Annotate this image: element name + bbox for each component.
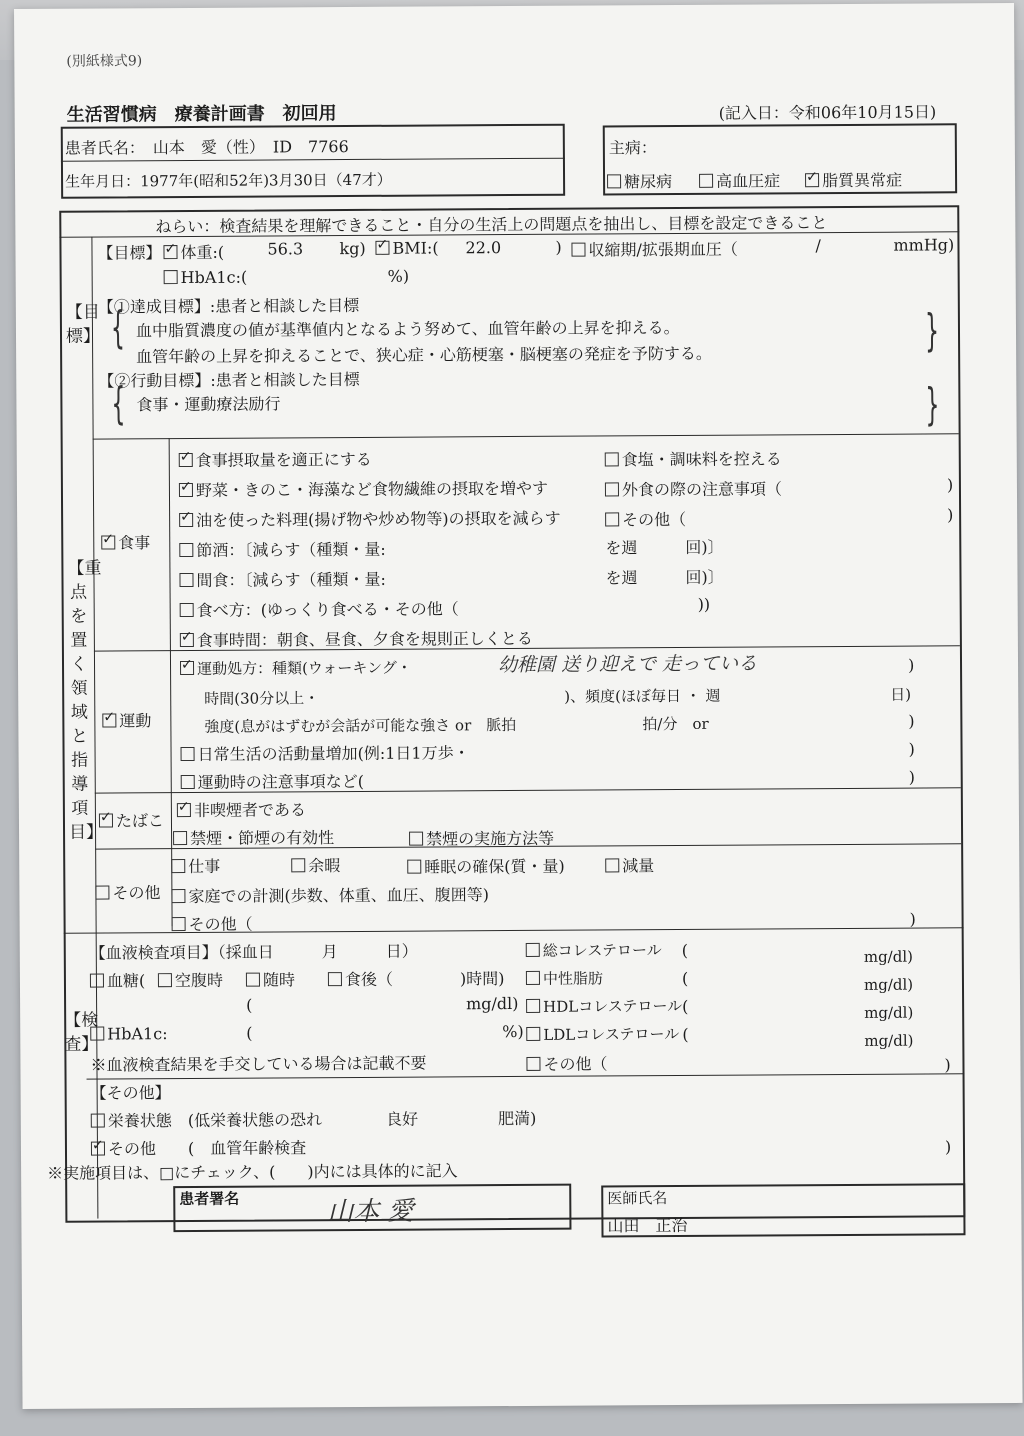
checkbox[interactable]	[328, 972, 342, 986]
snack-per-week: を週 回)〕	[605, 567, 724, 588]
diet-right-2[interactable]: 外食の際の注意事項（	[605, 476, 782, 500]
exercise-prescription[interactable]: ✓運動処方：種類(ウォーキング・	[180, 657, 412, 679]
form-code: (別紙様式9)	[66, 53, 143, 70]
bmi-close: )	[555, 237, 562, 257]
checkbox[interactable]	[526, 1057, 540, 1071]
checkbox[interactable]	[407, 860, 421, 874]
weight-field[interactable]: ✓ 体重:(	[163, 240, 224, 263]
checkbox[interactable]	[181, 775, 195, 789]
checkbox[interactable]	[605, 512, 619, 526]
goal2-line1[interactable]: 食事・運動療法励行	[136, 394, 281, 415]
lipid-unit-3: mg/dl)	[864, 1003, 914, 1022]
lipid-total-chol[interactable]: 総コレステロール	[526, 939, 662, 961]
checkbox[interactable]	[90, 1027, 104, 1041]
handwritten-exercise-note[interactable]: 幼稚園 送り迎えで 走っている	[497, 652, 758, 677]
tobacco-item-1[interactable]: ✓非喫煙者である	[177, 797, 306, 821]
checkbox[interactable]	[158, 973, 172, 987]
goal1-line2[interactable]: 血管年齢の上昇を抑えることで、狭心症・心筋梗塞・脳梗塞の発症を予防する。	[136, 343, 712, 367]
other-leisure[interactable]: 余暇	[291, 853, 340, 876]
tobacco-category[interactable]: ✓たばこ	[99, 808, 164, 831]
checkbox-checked[interactable]	[101, 535, 115, 549]
focus-section-label: 【重点を置く領域と指導項目】	[67, 558, 104, 843]
daily-activity[interactable]: 日常生活の活動量増加(例:1日1万歩・	[180, 740, 469, 765]
other-category[interactable]: その他	[95, 880, 160, 903]
bp-field[interactable]: 収縮期/拡張期血圧（	[571, 237, 738, 261]
checkbox[interactable]	[95, 885, 109, 899]
checkbox[interactable]	[526, 1027, 540, 1041]
footnote: ※実施項目は、□にチェック、( )内には具体的に記入	[47, 1161, 458, 1183]
checkbox[interactable]	[171, 889, 185, 903]
checkbox-checked[interactable]	[375, 241, 389, 255]
exercise-category[interactable]: ✓運動	[102, 708, 151, 731]
checkbox[interactable]	[571, 243, 585, 257]
brace-right: }	[925, 379, 940, 431]
checkbox[interactable]	[180, 603, 194, 617]
diet-right-3[interactable]: その他（	[605, 507, 686, 530]
diet-category[interactable]: ✓食事	[101, 530, 150, 553]
blood-note: ※血液検査結果を手交している場合は記載不要	[90, 1053, 427, 1075]
nutrition-status[interactable]: 栄養状態 (低栄養状態の恐れ 良好 肥満)	[91, 1106, 537, 1132]
close-paren: )	[907, 655, 915, 675]
other-weight-loss[interactable]: 減量	[605, 853, 654, 876]
goal1-header: 【①達成目標】:患者と相談した目標	[97, 295, 360, 317]
checkbox[interactable]	[164, 270, 178, 284]
form-title: 生活習慣病 療養計画書 初回用	[66, 103, 337, 126]
exercise-intensity[interactable]: 強度(息がはずむが会話が可能な強さ or 脈拍	[204, 716, 517, 736]
bp-separator: /	[815, 236, 821, 256]
close-paren: )	[909, 909, 916, 929]
doctor-name[interactable]: 山田 正治	[607, 1215, 688, 1236]
glucose-field[interactable]: 血糖(	[90, 968, 145, 991]
diet-item-3[interactable]: ✓油を使った料理(揚げ物や炒め物等)の摂取を減らす	[179, 506, 561, 531]
checkbox[interactable]	[181, 747, 195, 761]
home-measurement[interactable]: 家庭での計測(歩数、体重、血圧、腹囲等)	[171, 882, 489, 907]
checkbox[interactable]	[526, 971, 540, 985]
hba1c-unit: %)	[502, 1021, 524, 1042]
exercise-bpm: 拍/分 or	[642, 714, 709, 734]
checkbox[interactable]	[699, 174, 713, 188]
close-paren: )	[908, 767, 916, 787]
hba1c-goal-unit: %)	[387, 266, 410, 286]
fasting-option[interactable]: 空腹時	[158, 968, 223, 991]
glucose-paren: (	[246, 995, 253, 1015]
exercise-time[interactable]: 時間(30分以上・	[204, 689, 320, 708]
checkbox-checked[interactable]	[99, 813, 113, 827]
close-paren: )	[946, 475, 954, 495]
exercise-frequency[interactable]: )、頻度(ほぼ毎日 ・ 週	[564, 686, 721, 706]
close-paren: )	[944, 1137, 952, 1157]
bmi-value[interactable]: 22.0	[465, 238, 502, 258]
bmi-field[interactable]: ✓ BMI:(	[375, 238, 438, 257]
lipid-paren: (	[682, 1024, 689, 1044]
vascular-age-check[interactable]: ✓その他 ( 血管年齢検査	[91, 1135, 306, 1159]
brace-right: }	[924, 305, 940, 357]
patient-dob[interactable]: 生年月日：1977年(昭和52年)3月30日（47才）	[65, 170, 392, 191]
lipid-hdl[interactable]: HDLコレステロール	[526, 995, 682, 1017]
checkbox[interactable]	[409, 832, 423, 846]
lipid-paren: (	[681, 940, 689, 960]
other-other[interactable]: その他（	[172, 912, 253, 935]
checkbox[interactable]	[605, 858, 619, 872]
close-paren: )	[908, 711, 915, 731]
checkbox-checked[interactable]	[180, 633, 194, 647]
patient-name[interactable]: 患者氏名： 山本 愛（性） ID 7766	[64, 137, 349, 158]
exam-section-label: 【検査】	[64, 1010, 99, 1055]
goals-header: 【目標】	[97, 243, 162, 263]
disease-option-dyslipidemia[interactable]: ✓ 脂質異常症	[805, 168, 902, 192]
disease-option-diabetes[interactable]: 糖尿病	[607, 169, 672, 192]
checkbox[interactable]	[173, 831, 187, 845]
alcohol-per-week: を週 回)〕	[605, 537, 724, 558]
random-option[interactable]: 随時	[246, 967, 295, 990]
tobacco-item-3[interactable]: 禁煙の実施方法等	[409, 826, 554, 850]
checkbox-checked[interactable]	[179, 483, 193, 497]
disease-option-hypertension[interactable]: 高血圧症	[699, 168, 780, 191]
care-plan-form	[14, 3, 1023, 1409]
checkbox[interactable]	[605, 452, 619, 466]
checkbox[interactable]	[179, 543, 193, 557]
exam-other-header: 【その他】	[90, 1083, 171, 1103]
checkbox-checked[interactable]	[177, 803, 191, 817]
hba1c-exam-field[interactable]: HbA1c:	[90, 1024, 167, 1043]
entry-date: (記入日：令和06年10月15日)	[718, 102, 937, 123]
checkbox-checked[interactable]	[179, 453, 193, 467]
goal1-line1[interactable]: 血中脂質濃度の値が基準値内となるよう努めて、血管年齢の上昇を抑える。	[135, 317, 680, 341]
checkbox-checked[interactable]	[91, 1142, 105, 1156]
checkbox-checked[interactable]	[179, 513, 193, 527]
diet-item-2[interactable]: ✓野菜・きのこ・海藻など食物繊維の摂取を増やす	[179, 476, 548, 501]
glucose-unit: mg/dl)	[466, 993, 519, 1014]
lipid-ldl[interactable]: LDLコレステロール	[526, 1023, 679, 1045]
checkbox-checked[interactable]	[805, 173, 819, 187]
lipid-unit-1: mg/dl)	[863, 947, 914, 966]
other-sleep[interactable]: 睡眠の確保(質・量)	[407, 854, 565, 878]
goals-section-label: 【目標】	[65, 302, 101, 347]
checkbox[interactable]	[526, 999, 540, 1013]
weight-unit: kg)	[339, 238, 366, 259]
diet-right-1[interactable]: 食塩・調味料を控える	[605, 446, 782, 470]
checkbox-checked[interactable]	[102, 713, 116, 727]
diet-item-6[interactable]: 食べ方：(ゆっくり食べる・その他（	[180, 596, 459, 621]
handwritten-signature[interactable]: 山本 愛	[327, 1196, 414, 1228]
exercise-days: 日)	[890, 685, 912, 704]
exercise-caution[interactable]: 運動時の注意事項など(	[181, 769, 364, 793]
close-paren: )	[944, 1055, 951, 1075]
diet-item-7[interactable]: ✓食事時間：朝食、昼食、夕食を規則正しくとる	[180, 626, 533, 651]
checkbox[interactable]	[607, 174, 621, 188]
weight-value[interactable]: 56.3	[267, 239, 304, 259]
hours-label: )時間)	[459, 969, 505, 989]
checkbox[interactable]	[526, 943, 540, 957]
close-paren: )	[947, 505, 954, 525]
brace-left: {	[111, 378, 126, 430]
postprandial-option[interactable]: 食後（	[328, 967, 393, 990]
hba1c-goal-field[interactable]: HbA1c:(	[164, 268, 248, 288]
brace-left: {	[110, 302, 126, 354]
signature-label: 患者署名	[179, 1189, 240, 1209]
doctor-label: 医師氏名	[607, 1189, 668, 1208]
other-work[interactable]: 仕事	[171, 854, 220, 877]
lipid-unit-2: mg/dl)	[863, 975, 914, 994]
checkbox[interactable]	[172, 917, 186, 931]
lipid-paren: (	[681, 968, 689, 988]
checkbox[interactable]	[179, 573, 193, 587]
checkbox[interactable]	[171, 859, 185, 873]
checkbox[interactable]	[291, 858, 305, 872]
checkbox-checked[interactable]	[180, 661, 194, 675]
checkbox[interactable]	[91, 1114, 105, 1128]
disease-label: 主病：	[608, 138, 657, 158]
hba1c-paren: (	[246, 1023, 253, 1043]
lipid-triglyceride[interactable]: 中性脂肪	[526, 967, 603, 988]
tobacco-item-2[interactable]: 禁煙・節煙の有効性	[173, 825, 334, 849]
eating-close: ))	[697, 594, 711, 614]
diet-item-5[interactable]: 間食：〔減らす（種類・量:	[179, 567, 386, 591]
diet-item-1[interactable]: ✓食事摂取量を適正にする	[179, 447, 372, 471]
checkbox-checked[interactable]	[163, 245, 177, 259]
close-paren: )	[908, 739, 915, 759]
aim-text: ねらい：検査結果を理解できること・自分の生活上の問題点を抽出し、目標を設定できること	[155, 213, 828, 237]
blood-test-header: 【血液検査項目】（採血日 月 日）	[89, 941, 418, 963]
checkbox[interactable]	[605, 482, 619, 496]
checkbox[interactable]	[246, 973, 260, 987]
lipid-other[interactable]: その他（	[526, 1051, 607, 1074]
checkbox[interactable]	[90, 974, 104, 988]
lipid-paren: (	[682, 996, 689, 1016]
goal2-header: 【②行動目標】:患者と相談した目標	[98, 369, 360, 391]
lipid-unit-4: mg/dl)	[864, 1031, 914, 1050]
diet-item-4[interactable]: 節酒：〔減らす（種類・量:	[179, 537, 386, 561]
bp-unit: mmHg)	[893, 235, 955, 255]
